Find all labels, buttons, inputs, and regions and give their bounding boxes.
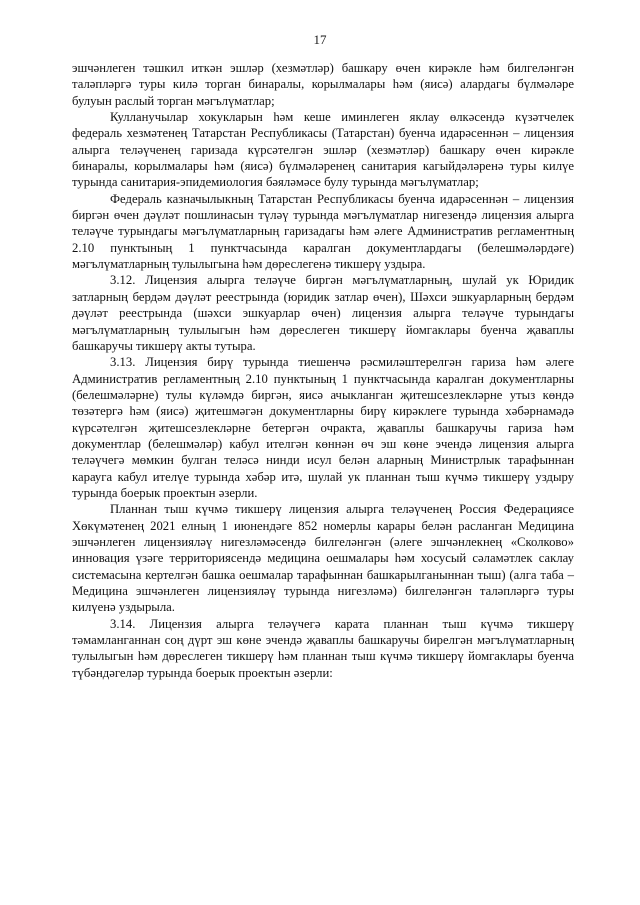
paragraph: 3.13. Лицензия бирү турында тиешенчә рәсмиләштерелгән гариза һәм әлеге Административ регламентның 2.10 пунктының 1 пунктчасында каралган документларны (белешмәләрне) тулы күләмдә биргән, яисә ачыкланган җитешсезлекләрне утыз көндә төзәтергә һәм (яисә) җитешмәгән документларны бирү кирәклеге турында хәбәрнамәдә күрсәтелгән җитешсезлекләрне бетергән очракта, җаваплы башкаручы гариза һәм документлар (белешмәләр) кабул ителгән көннән өч эш көне эчендә лицензия алырга теләүчегә мөмкин булган теләсә нинди исул белән аларның Министрлык тарафыннан карауга кабул ителүе турында хәбәр итә, шулай ук планнан тыш күчмә тикшерү уздыру турында боерык проектын әзерли. xyxy=(72,355,574,500)
paragraph: Кулланучылар хокукларын һәм кеше иминлеген яклау өлкәсендә күзәтчелек федераль хезмәтенең Татарстан Республикасы (Татарстан) буенча идарәсеннән – лицензия алырга теләүченең гаризада күрсәтелгән эшләр (хезмәтләр) башкару өчен кирәкле бинаралы, корылмалары һәм (яисә) бүлмәләренең санитария кагыйдәләренә туры килүе турында санитария-эпидемиология бәяләмәсе булу турында мәгълүматлар; xyxy=(72,110,574,190)
paragraph: 3.12. Лицензия алырга теләүче биргән мәгълүматларның, шулай ук Юридик затларның бердәм дәүләт реестрында (юридик затлар өчен), Шәхси эшкуарларның бердәм дәүләт реестрында (шәхси эшкуарлар өчен) лицензия алырга теләүче турындагы мәгълүматларның тулылыгын һәм дөреслеген тикшерү йомгаклары буенча җаваплы башкаручы тикшерү акты тутыра. xyxy=(72,273,574,353)
page-number: 17 xyxy=(313,32,327,47)
paragraph: Федераль казначылыкның Татарстан Республикасы буенча идарәсеннән – лицензия биргән өчен дәүләт пошлинасын түләү турында мәгълүматлар нигезендә лицензия алырга теләүче турындагы мәгълүматларның гаризадагы һәм әлеге Административ регламентның 2.10 пунктының 1 пунктчасында каралган документлардагы (белешмәләрдәге) мәгълүматларның тулылыгына һәм дөреслегенә тикшерү уздыра. xyxy=(72,191,574,272)
paragraph: 3.14. Лицензия алырга теләүчегә карата планнан тыш күчмә тикшерү тәмамланганнан соң дүрт эш көне эчендә җаваплы башкаручы бирелгән мәгълүматларның тулылыгын һәм дөреслеген тикшерү һәм планнан тыш күчмә тикшерү йомгаклары буенча түбәндәгеләр турында боерык проектын әзерли: xyxy=(72,616,574,680)
paragraph: эшчәнлеген тәшкил иткән эшләр (хезмәтләр) башкару өчен кирәкле һәм билгеләнгән таләпләргә туры килә торган бинаралы, корылмалары һәм (яисә) алардагы бүлмәләре булуын раслый торган мәгълүматлар; xyxy=(72,61,574,108)
paragraph: Планнан тыш күчмә тикшерү лицензия алырга теләүченең Россия Федерациясе Хөкүмәтенең 2021 елның 1 июнендәге 852 номерлы карары белән расланган Медицина эшчәнлеген лицензияләү нигезләмәсендә билгеләнгән (әлеге эшчәнлекнең «Сколково» инновация үзәге территориясендә медицина оешмалары һәм хосусый сәламәтлек саклау системасына кертелгән башка оешмалар тарафыннан башкарылганыннан тыш) (алга таба – Медицина эшчәнлеген лицензияләү турында нигезләмә) билгеләнгән таләпләргә туры килүенә уздырыла. xyxy=(72,502,574,615)
document-body xyxy=(72,60,574,681)
